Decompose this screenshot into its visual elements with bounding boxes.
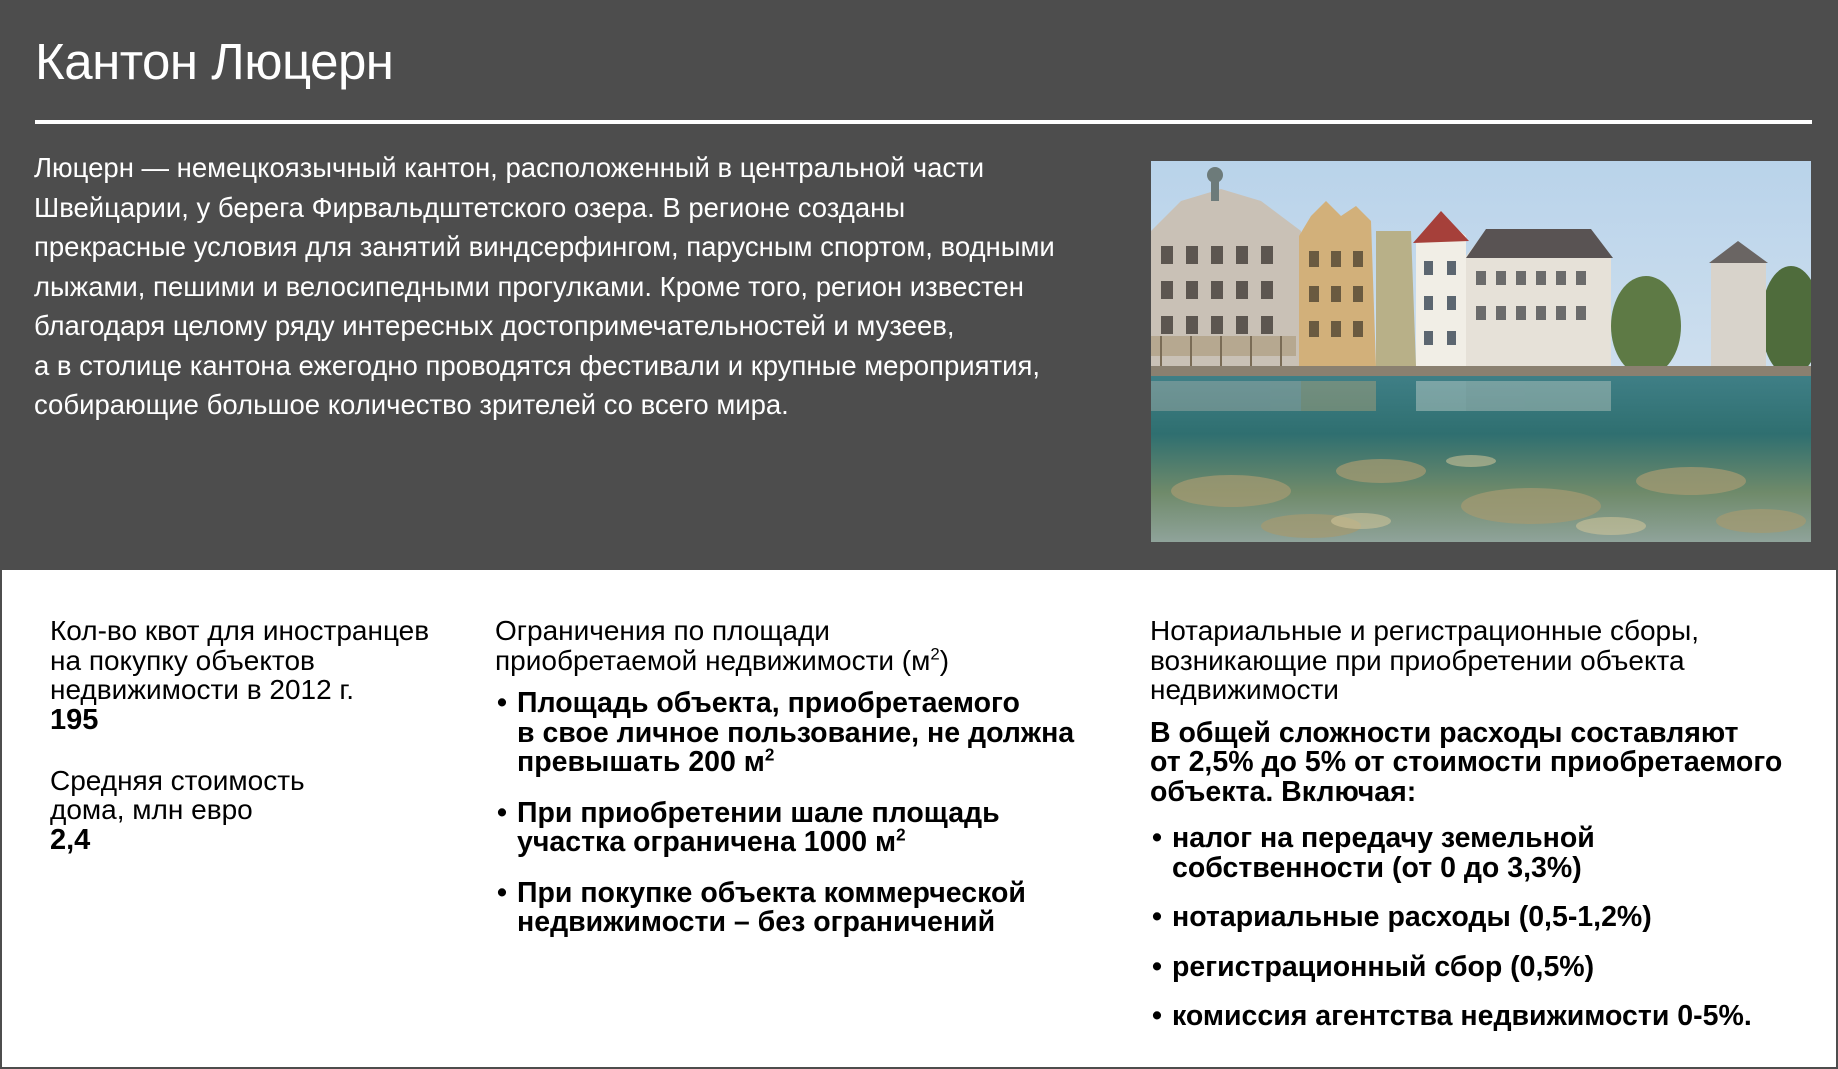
avg-price-label-line: дома, млн евро <box>50 794 253 825</box>
fees-summary-line: от 2,5% до 5% от стоимости приобретаемого <box>1150 746 1783 778</box>
intro-line: благодаря целому ряду интересных достопримечательностей и музеев, <box>34 310 955 341</box>
list-item-line: налог на передачу земельной <box>1172 822 1595 854</box>
list-item <box>1150 903 1820 933</box>
fees-summary-line: В общей сложности расходы составляют <box>1150 716 1739 749</box>
intro-line: Люцерн — немецкоязычный кантон, расположенный в центральной части <box>34 152 985 183</box>
area-limits-label-line: Ограничения по площади <box>495 615 830 646</box>
list-item-line: недвижимости – без ограничений <box>517 906 996 938</box>
bullet-icon: • <box>1152 822 1162 854</box>
intro-line: прекрасные условия для занятий виндсерфингом, парусным спортом, водными <box>34 231 1055 262</box>
stats-column <box>50 616 450 856</box>
title-divider <box>35 120 1812 124</box>
bullet-icon: • <box>1152 901 1162 933</box>
list-item-line <box>517 745 1115 778</box>
avg-price-label <box>50 766 450 825</box>
fees-column <box>1150 616 1820 1052</box>
fees-label <box>1150 616 1820 705</box>
list-item <box>495 689 1115 778</box>
intro-paragraph <box>34 148 1134 425</box>
list-item-text: участка ограничена 1000 м <box>517 826 897 858</box>
page-title: Кантон Люцерн <box>35 33 394 90</box>
list-item <box>495 876 1115 938</box>
fees-summary-line: объекта. Включая: <box>1150 775 1417 808</box>
list-item <box>495 796 1115 858</box>
area-limits-label-line <box>495 646 1115 676</box>
intro-line: а в столице кантона ежегодно проводятся фестивали и крупные мероприятия, <box>34 349 1040 381</box>
area-limits-column <box>495 616 1115 959</box>
list-item-line: При покупке объекта коммерческой <box>517 876 1026 909</box>
bullet-icon: • <box>1152 950 1162 983</box>
list-item-text: превышать 200 м <box>517 746 765 778</box>
avg-price-value: 2,4 <box>50 823 91 856</box>
bullet-icon: • <box>1152 1000 1162 1032</box>
area-limits-label-close: ) <box>939 644 950 676</box>
list-item <box>1150 1002 1820 1032</box>
quota-value: 195 <box>50 703 99 736</box>
list-item-line: нотариальные расходы (0,5-1,2%) <box>1172 901 1652 933</box>
list-item-line: комиссия агентства недвижимости 0-5%. <box>1172 1000 1752 1032</box>
lucerne-photo-illustration <box>1151 161 1811 542</box>
fees-summary <box>1150 716 1820 808</box>
quota-label-line: на покупку объектов <box>50 644 315 676</box>
fees-label-line: недвижимости <box>1150 674 1339 705</box>
list-item-line: регистрационный сбор (0,5%) <box>1172 950 1595 983</box>
intro-line: лыжами, пешими и велосипедными прогулками. Кроме того, регион известен <box>34 270 1024 302</box>
bullet-icon: • <box>497 687 507 719</box>
superscript: 2 <box>896 825 906 845</box>
avg-price-label-line: Средняя стоимость <box>50 764 305 796</box>
bullet-icon: • <box>497 876 507 909</box>
superscript: 2 <box>764 745 775 765</box>
list-item <box>1150 824 1820 883</box>
quota-label-line: недвижимости в 2012 г. <box>50 674 355 705</box>
fees-list <box>1150 824 1820 1032</box>
list-item <box>1150 950 1820 983</box>
quota-label-line: Кол-во квот для иностранцев <box>50 615 430 646</box>
area-limits-label <box>495 616 1115 675</box>
quota-label <box>50 616 450 705</box>
intro-line: Швейцарии, у берега Фирвальдштетского озера. В регионе созданы <box>34 191 906 223</box>
list-item-line <box>517 825 1115 858</box>
list-item-line: собственности (от 0 до 3,3%) <box>1172 851 1582 884</box>
bullet-icon: • <box>497 796 507 829</box>
fees-label-line: Нотариальные и регистрационные сборы, <box>1150 615 1700 646</box>
intro-line: собирающие большое количество зрителей со всего мира. <box>34 389 789 420</box>
area-limits-label-sup: 2 <box>930 644 940 664</box>
list-item-line: При приобретении шале площадь <box>517 796 1000 829</box>
area-limits-list <box>495 689 1115 938</box>
area-limits-label-text: приобретаемой недвижимости (м <box>495 644 931 676</box>
fees-label-line: возникающие при приобретении объекта <box>1150 644 1685 676</box>
lucerne-photo <box>1151 161 1811 542</box>
list-item-line: Площадь объекта, приобретаемого <box>517 687 1020 719</box>
list-item-line: в свое личное пользование, не должна <box>517 716 1075 749</box>
